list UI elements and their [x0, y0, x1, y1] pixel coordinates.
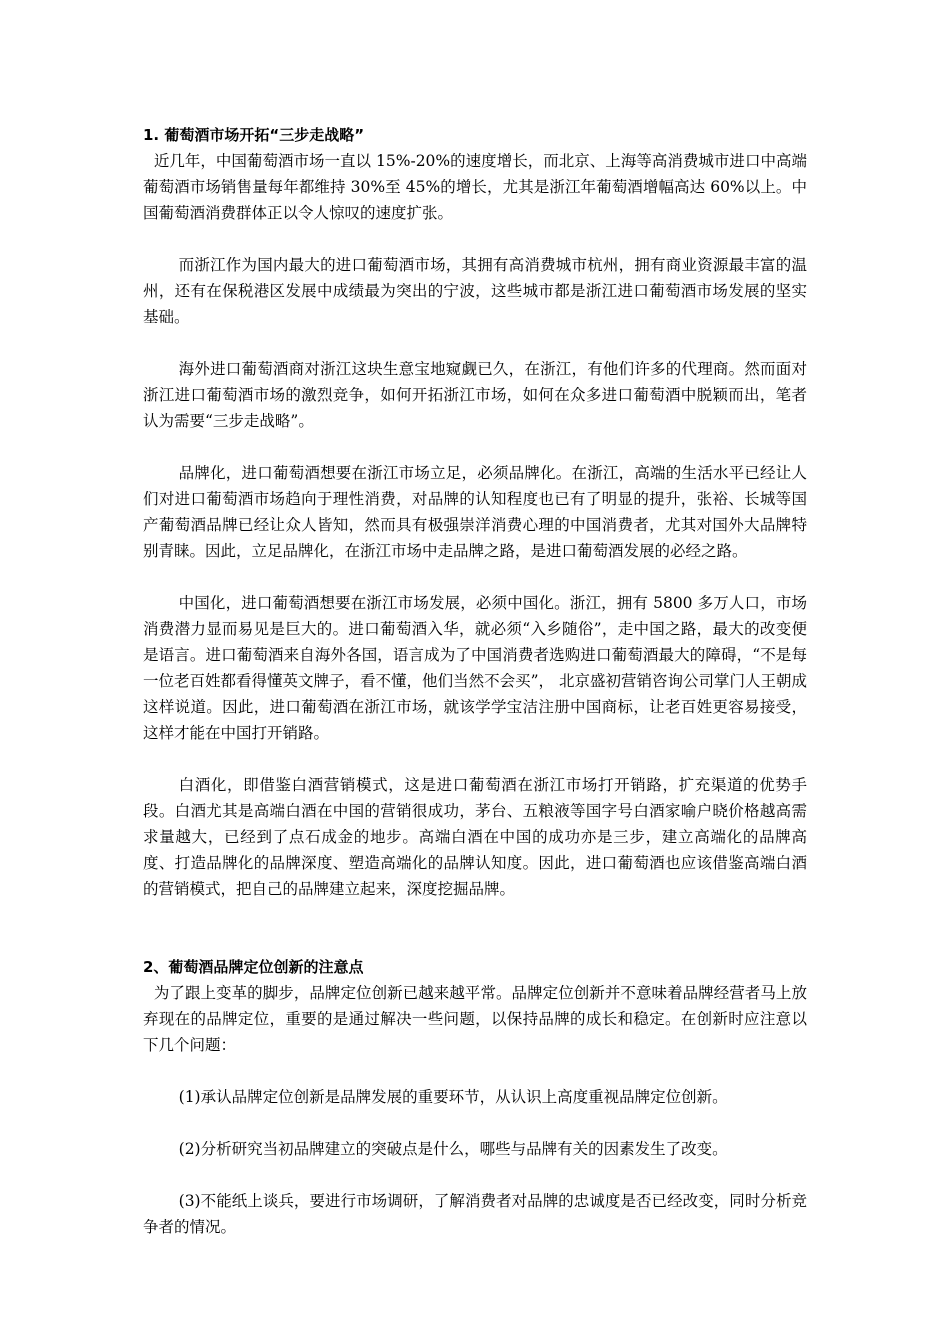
section-1-heading: 1. 葡萄酒市场开拓“三步走战略”	[143, 126, 365, 144]
section-1-paragraph-localization: 中国化，进口葡萄酒想要在浙江市场发展，必须中国化。浙江，拥有 5800 多万人口，市场消费潜力显而易见是巨大的。进口葡萄酒入华，就必须“入乡随俗”，走中国之路，最大的改变便是语言。进口葡萄酒来自海外各国，语言成为了中国消费者选购进口葡萄酒最大的障碍，“不是每一位老百姓都看得懂英文牌子，看不懂，他们当然不会买”， 北京盛初营销咨询公司掌门人王朝成这样说道。因此，进口葡萄酒在浙江市场，就该学学宝洁注册中国商标，让老百姓更容易接受，这样才能在中国打开销路。	[143, 594, 807, 742]
section-1-paragraph-branding: 品牌化，进口葡萄酒想要在浙江市场立足，必须品牌化。在浙江，高端的生活水平已经让人们对进口葡萄酒市场趋向于理性消费，对品牌的认知程度也已有了明显的提升，张裕、长城等国产葡萄酒品牌已经让众人皆知，然而具有极强崇洋消费心理的中国消费者，尤其对国外大品牌特别青睐。因此，立足品牌化，在浙江市场中走品牌之路，是进口葡萄酒发展的必经之路。	[143, 464, 807, 560]
section-2-heading: 2、葡萄酒品牌定位创新的注意点	[143, 958, 364, 976]
section-1-paragraph-3: 海外进口葡萄酒商对浙江这块生意宝地窥觑已久，在浙江，有他们许多的代理商。然而面对浙江进口葡萄酒市场的激烈竞争，如何开拓浙江市场，如何在众多进口葡萄酒中脱颖而出，笔者认为需要“三步走战略”。	[143, 360, 807, 430]
section-2-intro: 为了跟上变革的脚步，品牌定位创新已越来越平常。品牌定位创新并不意味着品牌经营者马上放弃现在的品牌定位，重要的是通过解决一些问题，以保持品牌的成长和稳定。在创新时应注意以下几个问题：	[143, 984, 807, 1054]
section-2-item-3: (3)不能纸上谈兵，要进行市场调研，了解消费者对品牌的忠诚度是否已经改变，同时分析竞争者的情况。	[143, 1192, 807, 1236]
section-1-paragraph-2: 而浙江作为国内最大的进口葡萄酒市场，其拥有高消费城市杭州，拥有商业资源最丰富的温州，还有在保税港区发展中成绩最为突出的宁波，这些城市都是浙江进口葡萄酒市场发展的坚实基础。	[143, 256, 807, 326]
section-2-item-1: (1)承认品牌定位创新是品牌发展的重要环节，从认识上高度重视品牌定位创新。	[178, 1088, 728, 1106]
section-1-paragraph-1: 近几年，中国葡萄酒市场一直以 15%-20%的速度增长，而北京、上海等高消费城市进口中高端葡萄酒市场销售量每年都维持 30%至 45%的增长，尤其是浙江年葡萄酒增幅高达 60%以上。中国葡萄酒消费群体正以令人惊叹的速度扩张。	[143, 152, 807, 222]
section-1-paragraph-baijiu: 白酒化，即借鉴白酒营销模式，这是进口葡萄酒在浙江市场打开销路，扩充渠道的优势手段。白酒尤其是高端白酒在中国的营销很成功，茅台、五粮液等国字号白酒家喻户晓价格越高需求量越大，已经到了点石成金的地步。高端白酒在中国的成功亦是三步，建立高端化的品牌高度、打造品牌化的品牌深度、塑造高端化的品牌认知度。因此，进口葡萄酒也应该借鉴高端白酒的营销模式，把自己的品牌建立起来，深度挖掘品牌。	[143, 776, 807, 898]
section-2-item-2: (2)分析研究当初品牌建立的突破点是什么，哪些与品牌有关的因素发生了改变。	[178, 1140, 728, 1158]
document-page	[143, 122, 807, 1240]
